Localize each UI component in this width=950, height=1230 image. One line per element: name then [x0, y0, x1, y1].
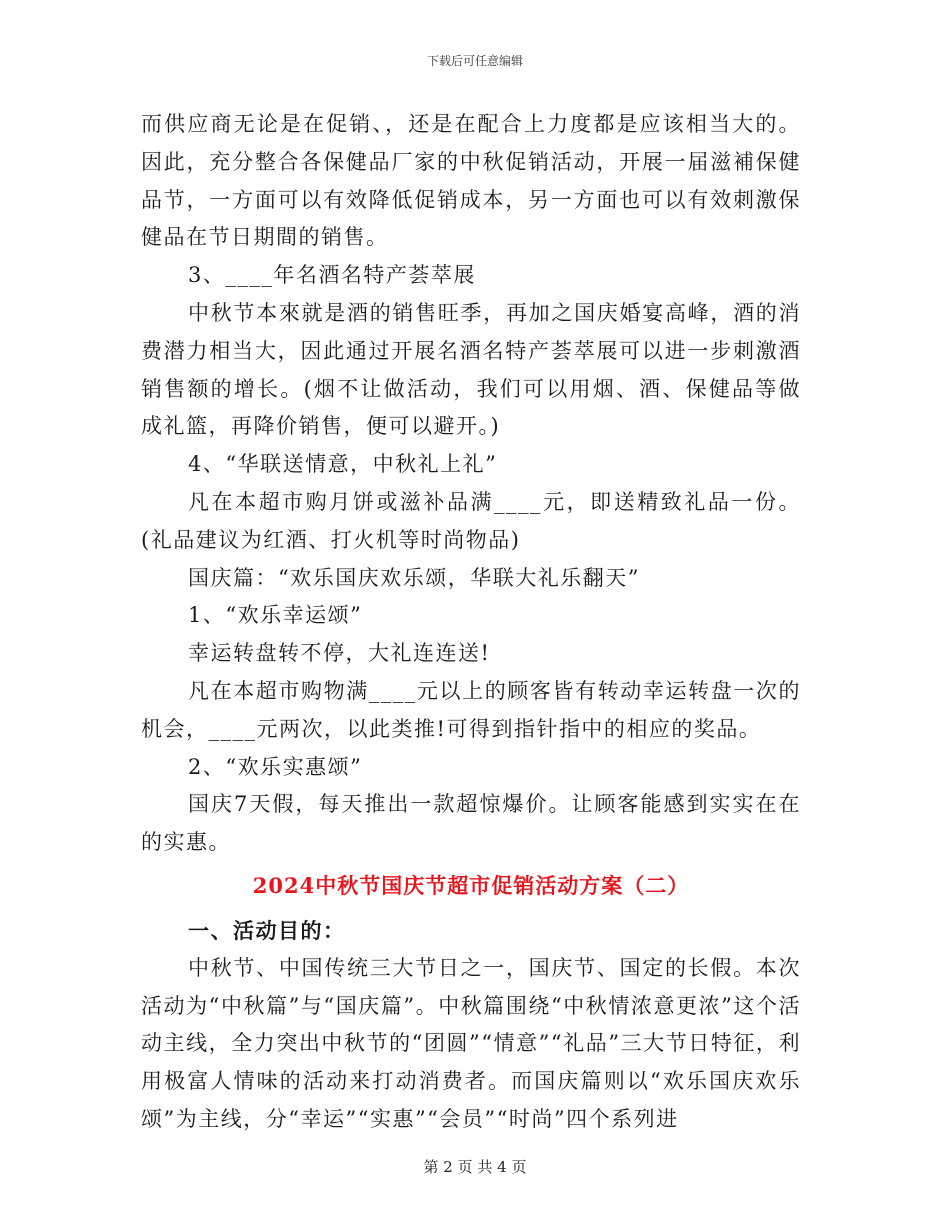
paragraph-lucky-wheel: 凡在本超市购物满____元以上的顾客皆有转动幸运转盘一次的机会，____元两次，以此类推!可得到指针指中的相应的奖品。 [141, 678, 801, 741]
item-3-heading: 3、____年名酒名特产荟萃展 [188, 263, 476, 288]
paragraph-wine-expo: 中秋节本來就是酒的销售旺季，再加之国庆婚宴高峰，酒的消费潜力相当大，因此通过开展名酒名特产荟萃展可以进一步刺激酒销售额的增长。(烟不让做活动，我们可以用烟、酒、保健品等做成礼篮，再降价销售，便可以避开。) [141, 300, 801, 439]
paragraph-daily-deals: 国庆7天假，每天推出一款超惊爆价。让顾客能感到实实在在的实惠。 [141, 792, 801, 855]
item-4-heading: 4、“华联送情意，中秋礼上礼” [188, 452, 498, 477]
document-body [141, 106, 801, 1139]
page-footer: 第 2 页 共 4 页 [423, 1158, 527, 1176]
purpose-heading: 一、活动目的： [188, 917, 346, 943]
paragraph-lucky-wheel-slogan: 幸运转盘转不停，大礼连连送! [188, 641, 491, 666]
paragraph-purpose: 中秋节、中国传统三大节日之一，国庆节、国定的长假。本次活动为“中秋篇”与“国庆篇”。中秋篇围绕“中秋情浓意更浓”这个活动主线，全力突出中秋节的“团圆”“情意”“礼品”三大节日特征，利用极富人情味的活动来打动消费者。而国庆篇则以“欢乐国庆欢乐颂”为主线，分“幸运”“实惠”“会员”“时尚”四个系列进 [141, 955, 801, 1131]
item-2-heading: 2、“欢乐实惠颂” [188, 754, 363, 779]
page-header: 下载后可任意编辑 [426, 54, 523, 68]
paragraph-suppliers: 而供应商无论是在促销、，还是在配合上力度都是应该相当大的。因此，充分整合各保健品厂家的中秋促销活动，开展一届滋補保健品节，一方面可以有效降低促销成本，另一方面也可以有效刺激保健品在节日期間的销售。 [141, 112, 801, 250]
national-day-heading: 国庆篇：“欢乐国庆欢乐颂，华联大礼乐翻天” [188, 565, 640, 590]
section-title: 2024中秋节国庆节超市促销活动方案（二） [252, 872, 690, 898]
item-1-heading: 1、“欢乐幸运颂” [188, 603, 363, 628]
paragraph-mooncake-gift: 凡在本超市购月饼或滋补品满____元，即送精致礼品一份。(礼品建议为红酒、打火机等时尚物品) [141, 489, 801, 552]
